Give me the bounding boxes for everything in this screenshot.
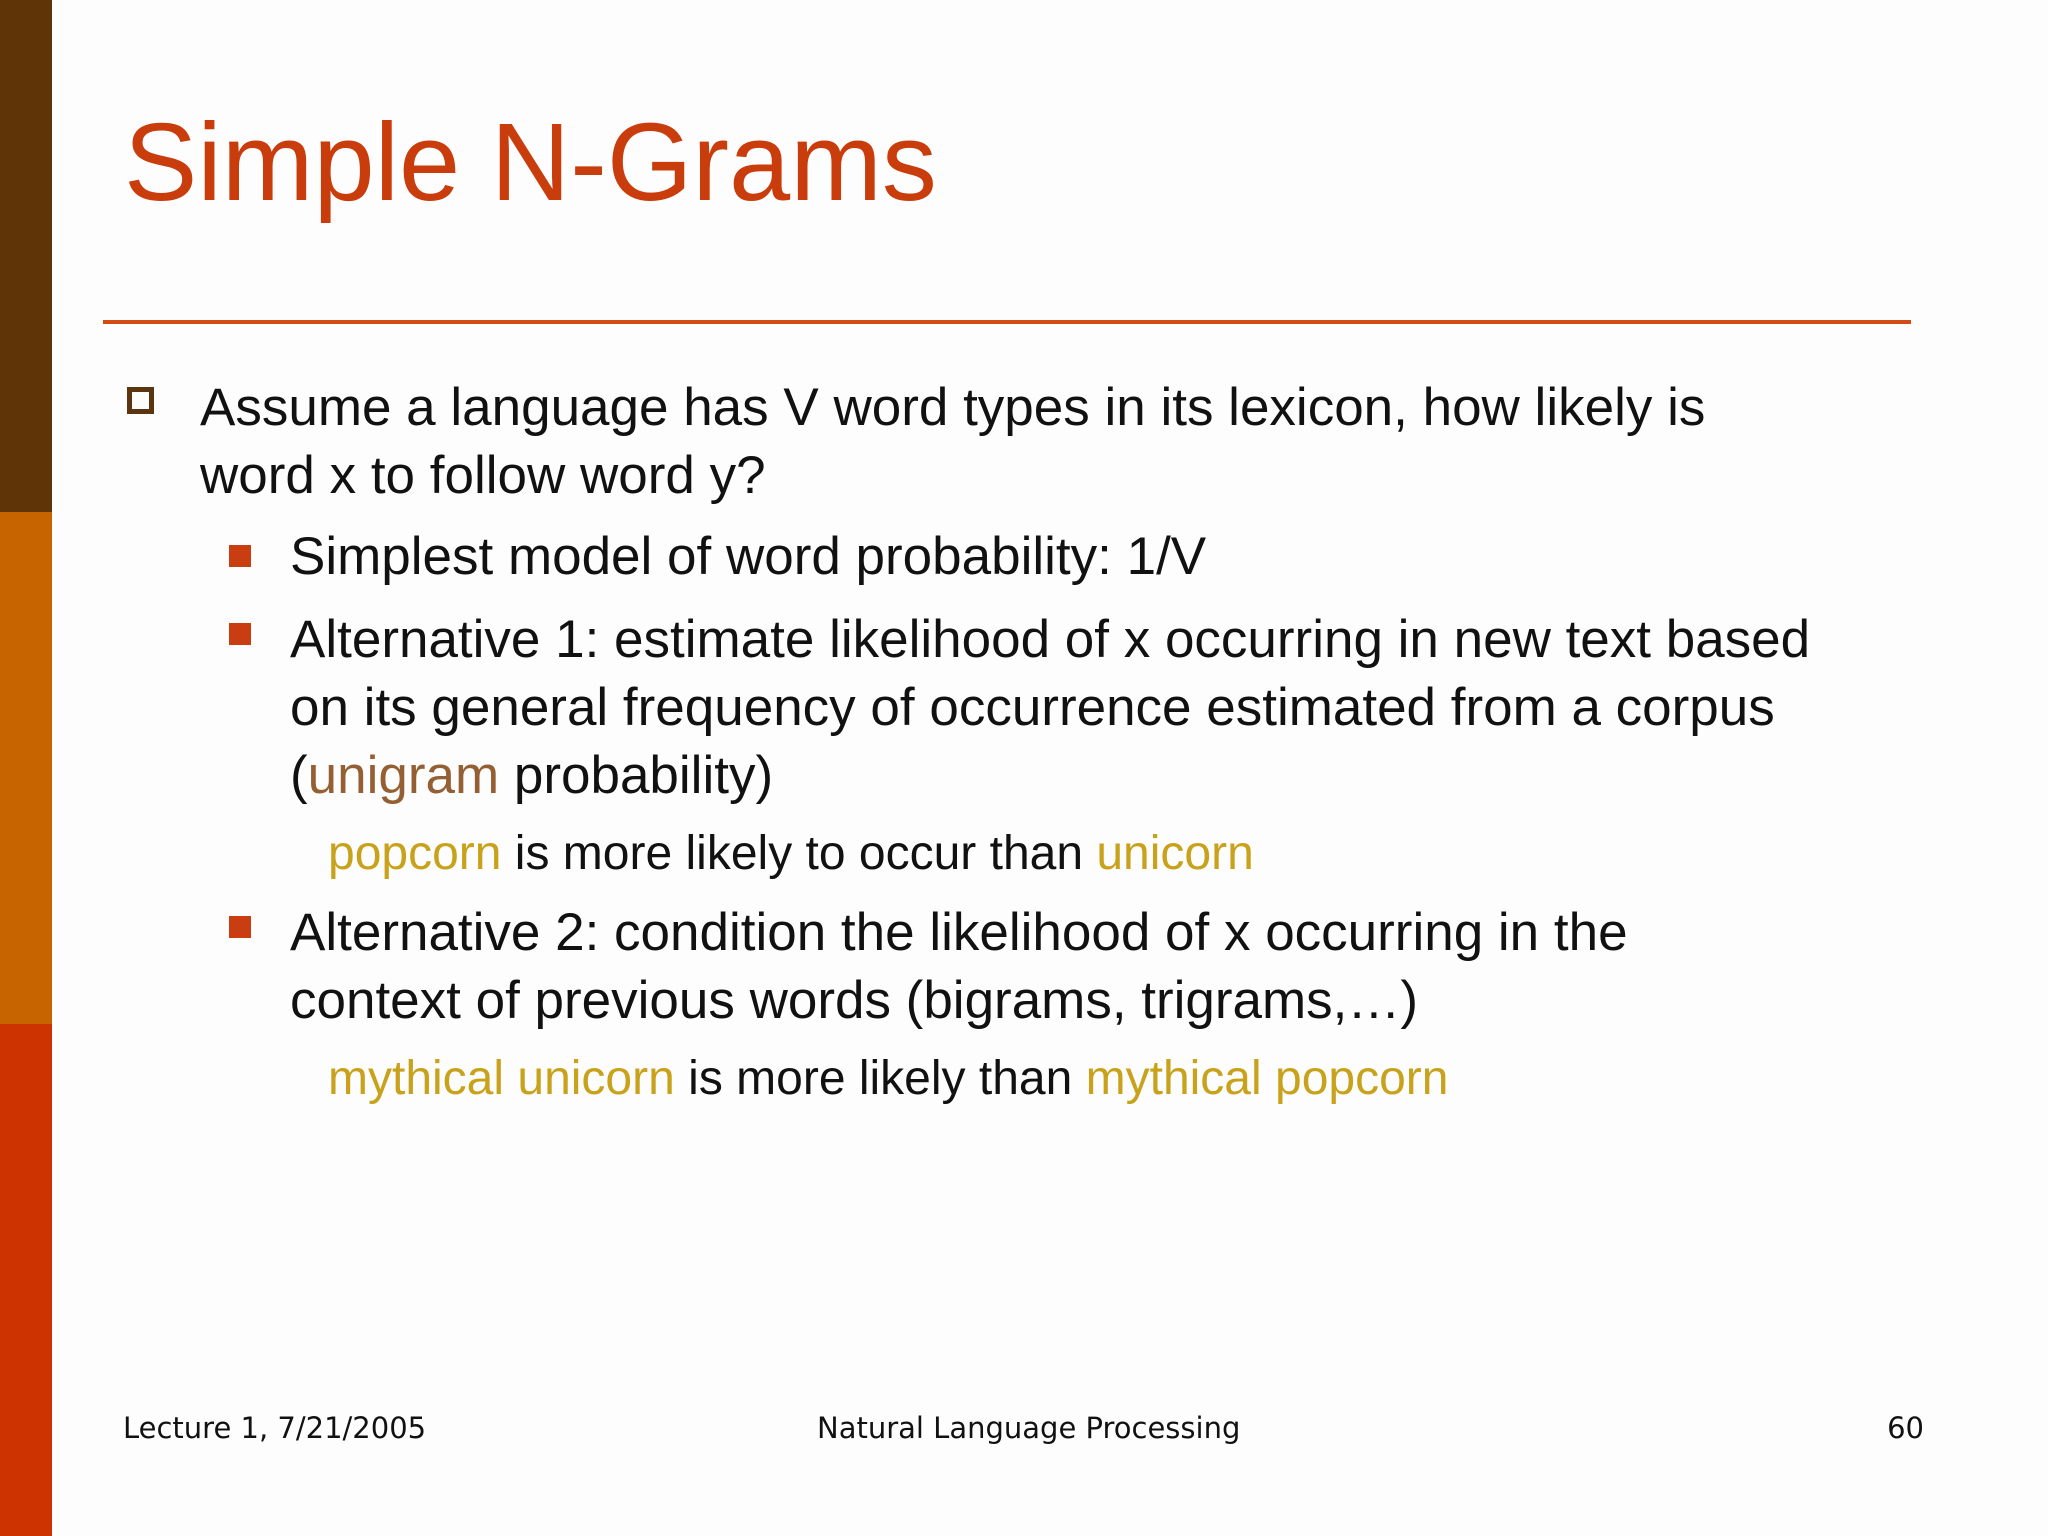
- sub-bullet-simplest: [290, 523, 1950, 591]
- example-mythical: [328, 1049, 1448, 1109]
- square-bullet-icon: [229, 916, 251, 938]
- alt2-line-2: context of previous words (bigrams, trigrams,…): [290, 971, 1419, 1030]
- example-middle-text: is more likely than: [674, 1052, 1086, 1105]
- alt1-line-2: on its general frequency of occurrence estimated from a corpus: [290, 678, 1775, 737]
- sub-bullet-alternative-2: [290, 899, 1950, 1035]
- example-word-popcorn: popcorn: [328, 827, 502, 880]
- sub-bullet-alternative-1: [290, 606, 1950, 810]
- title-divider: [103, 320, 1911, 324]
- example-word-mythical-unicorn: mythical unicorn: [328, 1052, 675, 1105]
- example-middle-text: is more likely to occur than: [501, 827, 1097, 880]
- footer-page-number: 60: [1887, 1411, 1924, 1445]
- alt1-line-3-rest: probability): [499, 746, 774, 805]
- example-word-unicorn: unicorn: [1096, 827, 1254, 880]
- sidebar-segment-top: [0, 0, 52, 512]
- unigram-highlight: unigram: [307, 746, 500, 805]
- sidebar-stripe: [0, 0, 52, 1536]
- alt1-line-3: [290, 742, 1950, 810]
- sidebar-segment-bottom: [0, 1024, 52, 1536]
- bullet-text: [200, 374, 1920, 510]
- hollow-square-bullet-icon: [127, 387, 154, 414]
- footer-course-title: Natural Language Processing: [817, 1411, 1241, 1445]
- square-bullet-icon: [229, 623, 251, 645]
- alt1-line-1: Alternative 1: estimate likelihood of x occurring in new text based: [290, 610, 1811, 669]
- square-bullet-icon: [229, 545, 251, 567]
- example-popcorn-unicorn: [328, 824, 1254, 884]
- example-word-mythical-popcorn: mythical popcorn: [1085, 1052, 1449, 1105]
- bullet-line-2: word x to follow word y?: [200, 446, 766, 505]
- alt1-paren-open: (: [290, 746, 308, 805]
- sub-bullet-simplest-text: Simplest model of word probability: 1/V: [290, 527, 1207, 586]
- slide-title: Simple N-Grams: [124, 101, 937, 224]
- footer-lecture-date: Lecture 1, 7/21/2005: [123, 1411, 427, 1445]
- bullet-line-1: Assume a language has V word types in its lexicon, how likely is: [200, 378, 1706, 437]
- alt2-line-1: Alternative 2: condition the likelihood of x occurring in the: [290, 903, 1628, 962]
- sidebar-segment-middle: [0, 512, 52, 1024]
